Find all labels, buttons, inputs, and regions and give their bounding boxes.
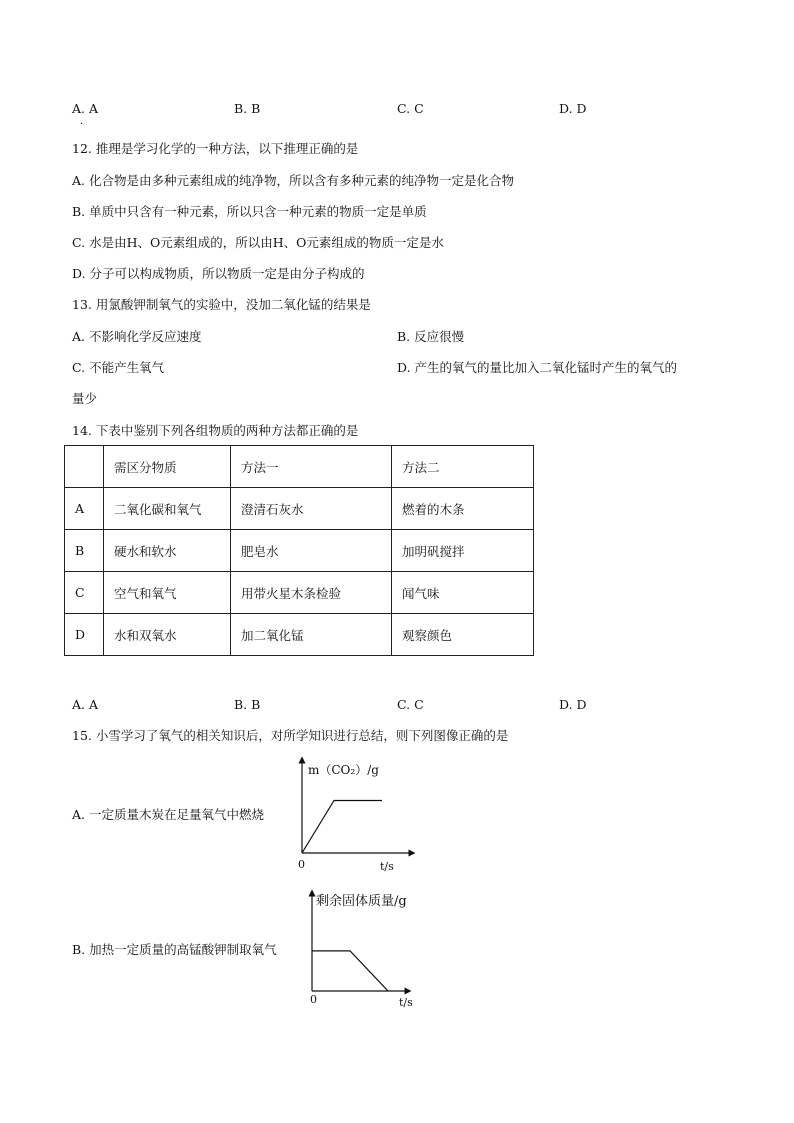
graph-b-remaining-solid <box>300 885 440 1010</box>
table-row <box>65 530 534 572</box>
table-row <box>65 488 534 530</box>
table-header-cell <box>65 446 104 488</box>
table-cell: 二氧化碳和氧气 <box>104 488 231 530</box>
q14-option-b: B. B <box>234 697 261 712</box>
q13-option-d: D. 产生的氧气的量比加入二氧化锰时产生的氧气的 <box>397 360 678 375</box>
table-cell: C <box>65 572 104 614</box>
q14-stem: 14. 下表中鉴别下列各组物质的两种方法都正确的是 <box>72 423 359 438</box>
x-axis-label: t/s <box>399 996 413 1009</box>
table-row <box>65 572 534 614</box>
q12-option-c: C. 水是由H、O元素组成的，所以由H、O元素组成的物质一定是水 <box>72 235 444 250</box>
table-cell: 观察颜色 <box>392 614 534 656</box>
series-line <box>312 951 388 991</box>
origin-label: 0 <box>310 993 317 1006</box>
table-cell: 加明矾搅拌 <box>392 530 534 572</box>
table-cell: 空气和氧气 <box>104 572 231 614</box>
table-cell: 澄清石灰水 <box>231 488 392 530</box>
q11-option-c: C. C <box>397 101 424 116</box>
table-header-cell: 方法一 <box>231 446 392 488</box>
table-header-cell: 需区分物质 <box>104 446 231 488</box>
q14-option-c: C. C <box>397 697 424 712</box>
q13-option-b: B. 反应很慢 <box>397 329 465 344</box>
table-cell: B <box>65 530 104 572</box>
table-cell: 硬水和软水 <box>104 530 231 572</box>
table-cell: 燃着的木条 <box>392 488 534 530</box>
q12-option-b: B. 单质中只含有一种元素，所以只含一种元素的物质一定是单质 <box>72 204 427 219</box>
table-cell: 水和双氧水 <box>104 614 231 656</box>
q13-option-a: A. 不影响化学反应速度 <box>72 329 202 344</box>
q14-table <box>64 445 534 656</box>
table-cell: 加二氧化锰 <box>231 614 392 656</box>
y-axis-label: m（CO₂）/g <box>308 763 379 777</box>
q12-option-d: D. 分子可以构成物质，所以物质一定是由分子构成的 <box>72 266 365 281</box>
q11-option-d: D. D <box>559 101 587 116</box>
q15-stem: 15. 小雪学习了氧气的相关知识后，对所学知识进行总结，则下列图像正确的是 <box>72 728 509 743</box>
q14-option-a: A. A <box>72 697 99 712</box>
q13-stem: 13. 用氯酸钾制氧气的实验中，没加二氧化锰的结果是 <box>72 297 371 312</box>
table-cell: 肥皂水 <box>231 530 392 572</box>
table-header-row <box>65 446 534 488</box>
table-cell: A <box>65 488 104 530</box>
q15-option-b-label: B. 加热一定质量的高锰酸钾制取氧气 <box>72 942 277 957</box>
series-line <box>302 801 382 854</box>
table-cell: D <box>65 614 104 656</box>
table-cell: 闻气味 <box>392 572 534 614</box>
table-header-cell: 方法二 <box>392 446 534 488</box>
q11-option-b: B. B <box>234 101 261 116</box>
origin-label: 0 <box>298 858 305 871</box>
table-row <box>65 614 534 656</box>
q13-option-c: C. 不能产生氧气 <box>72 360 165 375</box>
q13-option-d-continued: 量少 <box>72 391 98 406</box>
x-axis-label: t/s <box>380 860 394 873</box>
q11-option-a: A. A <box>72 101 99 116</box>
q14-option-d: D. D <box>559 697 587 712</box>
dot-mark: · <box>80 119 84 130</box>
graph-a-co2-mass <box>290 752 430 877</box>
q12-option-a: A. 化合物是由多种元素组成的纯净物，所以含有多种元素的纯净物一定是化合物 <box>72 173 514 188</box>
q12-stem: 12. 推理是学习化学的一种方法，以下推理正确的是 <box>72 141 359 156</box>
table-cell: 用带火星木条检验 <box>231 572 392 614</box>
y-axis-label: 剩余固体质量/g <box>316 894 407 909</box>
q15-option-a-label: A. 一定质量木炭在足量氧气中燃烧 <box>72 807 264 822</box>
